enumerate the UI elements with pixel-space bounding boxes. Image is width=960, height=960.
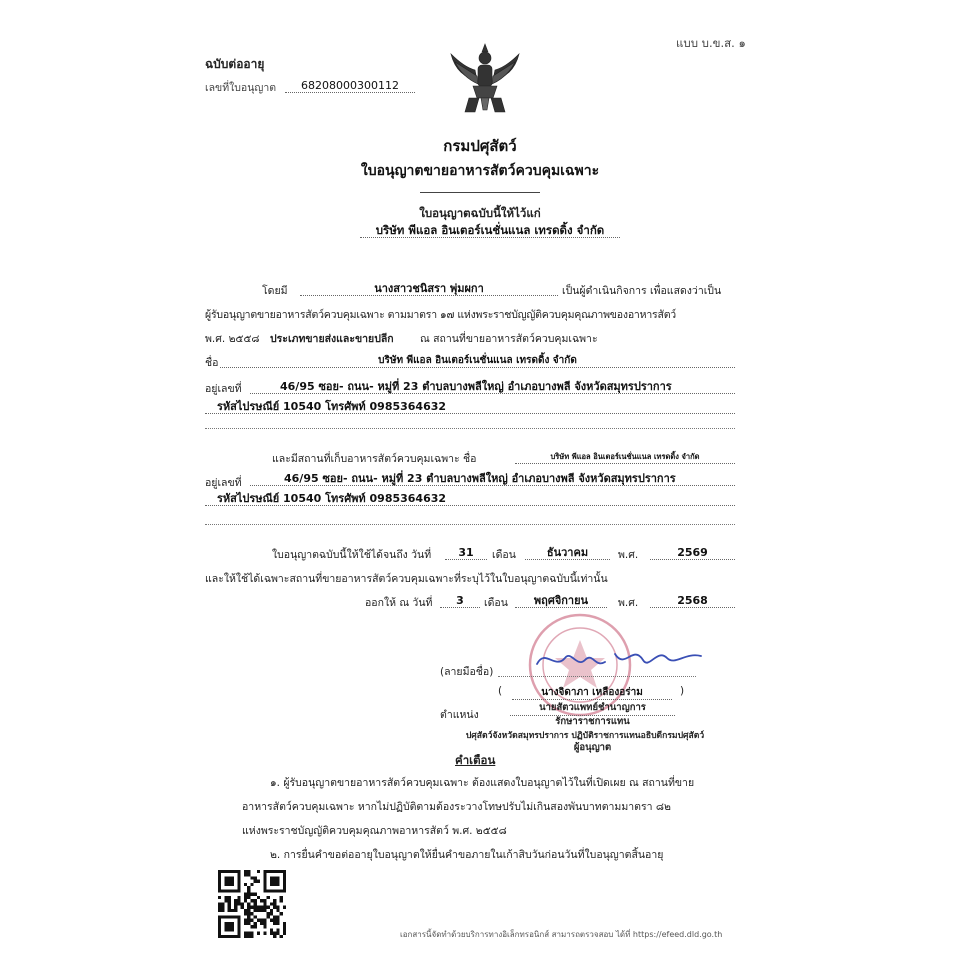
address-label: อยู่เลขที่: [205, 383, 242, 395]
shop-name-label: ชื่อ: [205, 357, 219, 369]
storage-address-label: อยู่เลขที่: [205, 477, 242, 489]
address-line-2: รหัสไปรษณีย์ 10540 โทรศัพท์ 0985364632: [205, 400, 735, 414]
issued-to-label: ใบอนุญาตฉบับนี้ให้ไว้แก่: [419, 206, 541, 220]
signer-close-paren: ): [680, 685, 685, 697]
storage-address-line-2: รหัสไปรษณีย์ 10540 โทรศัพท์ 0985364632: [205, 492, 735, 506]
blank-line-2: [205, 524, 735, 525]
handwritten-signature-icon: [535, 640, 705, 680]
qr-code-icon: [218, 870, 286, 938]
shop-name: บริษัท พีแอล อินเตอร์เนชั่นแนล เทรดดิ้ง จำกัด: [220, 354, 735, 368]
position-line-3: ปศุสัตว์จังหวัดสมุทรปราการ ปฏิบัติราชการแทนอธิบดีกรมปศุสัตว์: [465, 731, 705, 741]
valid-day: 31: [445, 546, 487, 560]
storage-label: และมีสถานที่เก็บอาหารสัตว์ควบคุมเฉพาะ ชื่อ: [272, 453, 477, 465]
valid-month-label: เดือน: [492, 549, 516, 561]
issued-month: พฤศจิกายน: [515, 594, 607, 608]
position-line-1: นายสัตวแพทย์ชำนาญการ: [510, 700, 675, 716]
license-no: 68208000300112: [285, 79, 415, 93]
signer-open-paren: (: [498, 685, 503, 697]
title-divider: [420, 192, 540, 193]
storage-address-line-1: 46/95 ซอย- ถนน- หมู่ที่ 23 ตำบลบางพลีใหญ่ อำเภอบางพลี จังหวัดสมุทรปราการ: [250, 472, 735, 486]
scope-text: และให้ใช้ได้เฉพาะสถานที่ขายอาหารสัตว์ควบคุมเฉพาะที่ระบุไว้ในใบอนุญาตฉบับนี้เท่านั้น: [205, 573, 608, 585]
signature-line: [498, 676, 696, 677]
license-no-label: เลขที่ใบอนุญาต: [205, 82, 277, 94]
issued-year: 2568: [650, 594, 735, 608]
warning-item-1-line-2: อาหารสัตว์ควบคุมเฉพาะ หากไม่ปฏิบัติตามต้องระวางโทษปรับไม่เกินสองพันบาทตามมาตรา ๘๒: [242, 801, 671, 813]
operator-suffix: เป็นผู้ดำเนินกิจการ เพื่อแสดงว่าเป็น: [562, 285, 722, 297]
signature-label: (ลายมือชื่อ): [440, 666, 494, 678]
address-line-1: 46/95 ซอย- ถนน- หมู่ที่ 23 ตำบลบางพลีใหญ่ อำเภอบางพลี จังหวัดสมุทรปราการ: [250, 380, 735, 394]
license-title: ใบอนุญาตขายอาหารสัตว์ควบคุมเฉพาะ: [360, 163, 600, 179]
warning-item-1-line-1: ๑. ผู้รับอนุญาตขายอาหารสัตว์ควบคุมเฉพาะ ต้องแสดงใบอนุญาตไว้ในที่เปิดเผย ณ สถานที่ขาย: [270, 777, 695, 789]
valid-month: ธันวาคม: [525, 546, 610, 560]
issued-year-label: พ.ศ.: [618, 597, 639, 609]
operator-name: นางสาวชนิสรา พุ่มผกา: [300, 282, 558, 296]
license-statement: ผู้รับอนุญาตขายอาหารสัตว์ควบคุมเฉพาะ ตามมาตรา ๑๗ แห่งพระราชบัญญัติควบคุมคุณภาพของอาหารสัตว์: [205, 309, 677, 321]
warning-item-2: ๒. การยื่นคำขอต่ออายุใบอนุญาตให้ยื่นคำขอภายในเก้าสิบวันก่อนวันที่ใบอนุญาตสิ้นอายุ: [270, 849, 664, 861]
valid-until-label: ใบอนุญาตฉบับนี้ให้ใช้ได้จนถึง วันที่: [272, 549, 432, 561]
position-label: ตำแหน่ง: [440, 709, 479, 721]
license-type: ประเภทขายส่งและขายปลีก: [270, 333, 394, 345]
issued-date-label: ออกให้ ณ วันที่: [365, 597, 433, 609]
valid-year: 2569: [650, 546, 735, 560]
form-code: แบบ บ.ข.ส. ๑: [676, 36, 746, 50]
by-label: โดยมี: [262, 285, 288, 297]
issued-day: 3: [440, 594, 480, 608]
company-name: บริษัท พีแอล อินเตอร์เนชั่นแนล เทรดดิ้ง จำกัด: [360, 224, 620, 238]
act-year: พ.ศ. ๒๕๕๘: [205, 333, 260, 345]
warning-item-1-line-3: แห่งพระราชบัญญัติควบคุมคุณภาพอาหารสัตว์ พ.ศ. ๒๕๕๘: [242, 825, 507, 837]
footer-note: เอกสารนี้จัดทำด้วยบริการทางอิเล็กทรอนิกส์ สามารถตรวจสอบ ได้ที่ https://efeed.dld.go.th: [400, 930, 723, 939]
valid-year-label: พ.ศ.: [618, 549, 639, 561]
garuda-emblem-icon: [445, 40, 525, 118]
blank-line: [205, 428, 735, 429]
department-title: กรมปศุสัตว์: [443, 137, 517, 155]
signer-name: นางจิดาภา เหลืองอร่าม: [512, 686, 672, 700]
copy-type: ฉบับต่ออายุ: [205, 57, 265, 71]
shop-location-label: ณ สถานที่ขายอาหารสัตว์ควบคุมเฉพาะ: [420, 333, 598, 345]
warning-heading: คำเตือน: [455, 753, 496, 767]
issued-month-label: เดือน: [484, 597, 508, 609]
position-line-2: รักษาราชการแทน: [555, 716, 630, 727]
position-line-4: ผู้อนุญาต: [573, 742, 612, 753]
storage-name: บริษัท พีแอล อินเตอร์เนชั่นแนล เทรดดิ้ง จำกัด: [515, 450, 735, 464]
